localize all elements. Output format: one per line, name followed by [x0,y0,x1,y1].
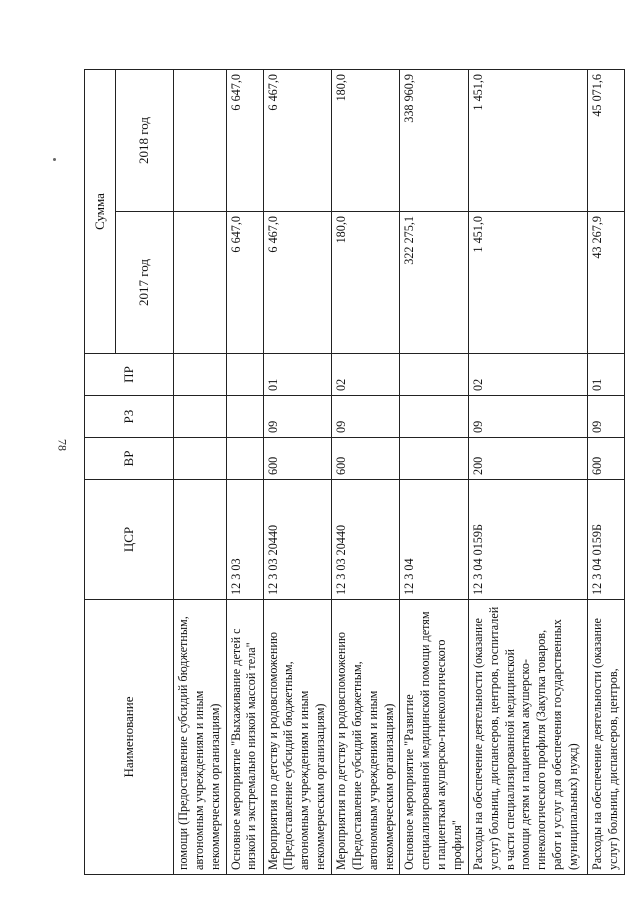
cell-name: Мероприятия по детству и родовспоможению (Предоставление субсидий бюджетным, автономным учреждениям и иным некоммерческим организациям) [263,600,331,875]
cell-name: помощи (Предоставление субсидий бюджетным, автономным учреждениям и иным некоммерческим организациям) [174,600,227,875]
cell-csr: 12 3 03 [226,480,263,600]
cell-csr: 12 3 03 20440 [263,480,331,600]
cell-pr: 01 [587,354,624,396]
budget-table [84,69,625,875]
cell-name: Расходы на обеспечение деятельности (оказание услуг) больниц, диспансеров, центров, [587,600,624,875]
cell-vr: 200 [468,438,587,480]
cell-2017: 180,0 [332,212,400,354]
cell-2017: 322 275,1 [400,212,468,354]
table-row [468,70,587,875]
cell-rz: 09 [587,396,624,438]
cell-vr: 600 [332,438,400,480]
cell-rz [400,396,468,438]
cell-2017: 6 467,0 [263,212,331,354]
cell-pr: 02 [332,354,400,396]
cell-pr: 01 [263,354,331,396]
cell-2018 [174,70,227,212]
cell-name: Расходы на обеспечение деятельности (оказание услуг) больниц, диспансеров, центров, госпиталей в части специализированной медицинской помощи детям и пациенткам акушерско-гинекологического профиля (Закупка товаров, работ и услуг для обеспечения государственных (муниципальных) нужд) [468,600,587,875]
cell-rz: 09 [263,396,331,438]
table-row [263,70,331,875]
cell-vr: 600 [587,438,624,480]
table-row [332,70,400,875]
header-rz: РЗ [85,396,174,438]
rotated-page [84,70,620,875]
cell-vr [174,438,227,480]
header-2017: 2017 год [116,212,174,354]
cell-rz [226,396,263,438]
cell-2017 [174,212,227,354]
header-sum: Сумма [85,70,116,354]
cell-csr: 12 3 03 20440 [332,480,400,600]
cell-2018: 338 960,9 [400,70,468,212]
cell-pr [400,354,468,396]
cell-pr [226,354,263,396]
cell-csr: 12 3 04 [400,480,468,600]
table-row [226,70,263,875]
cell-2017: 43 267,9 [587,212,624,354]
cell-2018: 45 071,6 [587,70,624,212]
cell-name: Мероприятия по детству и родовспоможению (Предоставление субсидий бюджетным, автономным учреждениям и иным некоммерческим организациям) [332,600,400,875]
header-vr: ВР [85,438,174,480]
cell-rz [174,396,227,438]
table-row [400,70,468,875]
header-2018: 2018 год [116,70,174,212]
page-number: 78 [55,439,70,451]
cell-pr: 02 [468,354,587,396]
cell-vr [400,438,468,480]
cell-2018: 1 451,0 [468,70,587,212]
cell-csr: 12 3 04 0159Б [587,480,624,600]
cell-2017: 6 647,0 [226,212,263,354]
scan-speck [53,158,56,161]
header-name: Наименование [85,600,174,875]
cell-name: Основное мероприятие "Выхаживание детей с низкой и экстремально низкой массой тела" [226,600,263,875]
cell-rz: 09 [332,396,400,438]
table-row [587,70,624,875]
cell-csr [174,480,227,600]
cell-rz: 09 [468,396,587,438]
cell-vr: 600 [263,438,331,480]
cell-csr: 12 3 04 0159Б [468,480,587,600]
header-pr: ПР [85,354,174,396]
header-row-1 [85,70,116,875]
table-row [174,70,227,875]
cell-2018: 180,0 [332,70,400,212]
cell-2018: 6 647,0 [226,70,263,212]
cell-2017: 1 451,0 [468,212,587,354]
cell-name: Основное мероприятие "Развитие специализированной медицинской помощи детям и пациенткам акушерско-гинекологического профиля" [400,600,468,875]
cell-2018: 6 467,0 [263,70,331,212]
rotated-content [84,70,620,875]
cell-pr [174,354,227,396]
header-csr: ЦСР [85,480,174,600]
cell-vr [226,438,263,480]
